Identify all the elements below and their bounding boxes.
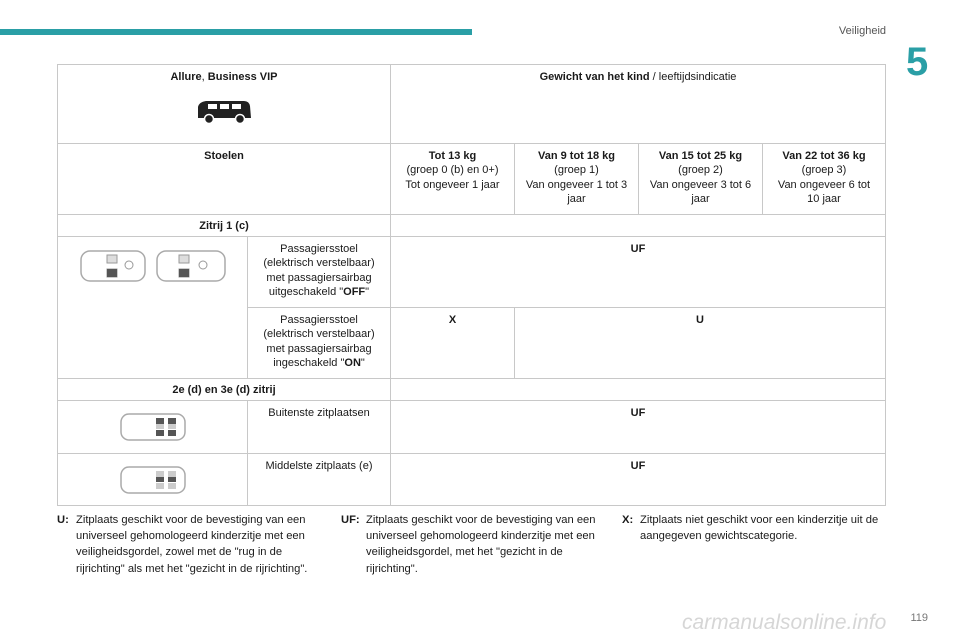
middle-seat-diagram-icon (118, 463, 188, 497)
passenger-off-label-cell (247, 236, 391, 308)
seats-label-cell: Stoelen (57, 143, 391, 215)
outer-seats-value-cell: UF (390, 400, 886, 454)
group-name: (groep 3) (801, 164, 847, 177)
legend-uf (341, 512, 603, 582)
group-name: (groep 1) (554, 164, 599, 177)
chapter-number: 5 (906, 40, 929, 84)
weight-title: Gewicht van het kind (539, 71, 650, 83)
passenger-seat-airbag: met passagiersairbag (266, 342, 372, 355)
middle-seat-label-cell: Middelste zitplaats (e) (247, 453, 391, 506)
legend-key: U: (57, 514, 69, 526)
group-cell-2 (638, 143, 763, 215)
legend-u (57, 512, 317, 582)
middle-seat-value-cell: UF (390, 453, 886, 506)
section-title: Veiligheid (838, 25, 886, 37)
front-seats-icon-cell (57, 236, 248, 379)
group-age: Van ongeveer 1 tot 3 jaar (525, 178, 628, 205)
weight-suffix: / leeftijdsindicatie (649, 71, 737, 83)
legend-x (622, 512, 888, 582)
airbag-state-suffix: " (365, 285, 370, 298)
airbag-state-prefix: uitgeschakeld " (268, 285, 344, 298)
front-seat-diagram-icon (77, 245, 229, 287)
vehicle-header-cell (57, 64, 391, 144)
passenger-seat-adjust: (elektrisch verstelbaar) (263, 257, 375, 270)
passenger-on-other-value: U (514, 307, 886, 379)
legend-key: UF: (341, 514, 360, 526)
group-cell-1 (514, 143, 639, 215)
passenger-on-label-cell (247, 307, 391, 379)
outer-seats-diagram-icon (118, 410, 188, 444)
outer-seats-label-cell: Buitenste zitplaatsen (247, 400, 391, 454)
group-weight: Van 9 tot 18 kg (537, 150, 616, 162)
page-number: 119 (910, 612, 928, 624)
passenger-off-value-cell: UF (390, 236, 886, 308)
group-name: (groep 2) (678, 164, 723, 177)
group-name: (groep 0 (b) en 0+) (406, 164, 499, 177)
vehicle-label-2: Business VIP (207, 71, 278, 83)
child-seat-table (57, 64, 886, 506)
header-accent-bar (0, 29, 472, 35)
van-icon (194, 98, 254, 124)
group-weight: Van 15 tot 25 kg (658, 150, 743, 162)
passenger-seat-airbag: met passagiersairbag (266, 271, 372, 284)
group-age: Tot ongeveer 1 jaar (405, 178, 500, 191)
legend-text: Zitplaats geschikt voor de bevestiging van een universeel gehomologeerd kinderzitje met een veiligheidsgordel, zowel met de "rug in de rijrichting" als met het "gezicht in de rijrichting". (76, 514, 308, 575)
airbag-on-status: ON (344, 356, 361, 369)
group-cell-0 (390, 143, 515, 215)
group-weight: Van 22 tot 36 kg (782, 150, 866, 162)
passenger-seat-label: Passagiersstoel (280, 314, 358, 326)
airbag-off-status: OFF (343, 285, 366, 298)
airbag-state-suffix: " (360, 356, 365, 369)
middle-seat-icon-cell (57, 453, 248, 506)
group-age: Van ongeveer 3 tot 6 jaar (649, 178, 752, 205)
watermark: carmanualsonline.info (682, 611, 887, 634)
vehicle-label-1: Allure (170, 71, 202, 83)
group-age: Van ongeveer 6 tot 10 jaar (777, 178, 871, 205)
legend-key: X: (622, 514, 634, 526)
group-cell-3 (762, 143, 886, 215)
legend-text: Zitplaats niet geschikt voor een kinderzitje uit de aangegeven gewichtscategorie. (640, 514, 879, 543)
weight-header-cell (390, 64, 886, 144)
row1-label-cell: Zitrij 1 (c) (57, 214, 391, 237)
passenger-seat-adjust: (elektrisch verstelbaar) (263, 328, 375, 341)
passenger-on-group0-value: X (390, 307, 515, 379)
passenger-seat-label: Passagiersstoel (280, 243, 358, 255)
row23-label-cell: 2e (d) en 3e (d) zitrij (57, 378, 391, 401)
row23-empty-cell (390, 378, 886, 401)
airbag-state-prefix: ingeschakeld " (273, 356, 345, 369)
legend-text: Zitplaats geschikt voor de bevestiging van een universeel gehomologeerd kinderzitje met een veiligheidsgordel, met het "gezicht in de rijrichting". (366, 514, 596, 575)
row1-empty-cell (390, 214, 886, 237)
group-weight: Tot 13 kg (428, 150, 477, 162)
outer-seats-icon-cell (57, 400, 248, 454)
vehicle-separator: , (201, 71, 208, 83)
